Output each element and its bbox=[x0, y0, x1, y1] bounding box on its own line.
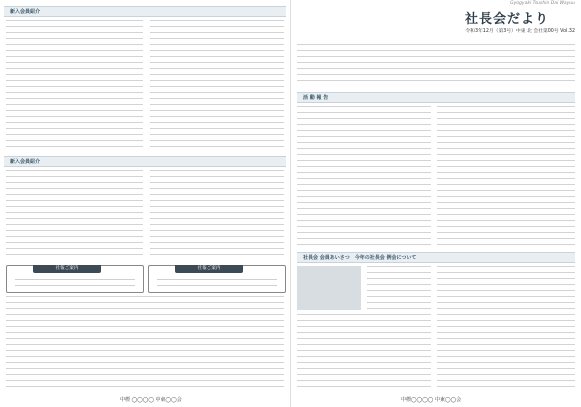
section-header bbox=[297, 92, 575, 103]
column-text bbox=[367, 266, 431, 310]
column-text bbox=[6, 170, 143, 260]
section-header bbox=[297, 252, 575, 263]
notice-title: 社報ご案内 bbox=[33, 265, 101, 273]
section-title: 新入会員紹介 bbox=[10, 9, 41, 15]
column-text bbox=[437, 106, 575, 246]
column-text bbox=[6, 296, 284, 388]
column-text bbox=[150, 170, 284, 260]
intro-text bbox=[297, 44, 575, 86]
section-header bbox=[4, 156, 286, 167]
masthead-meta: 令和3年12月（第3号）中東 北 会社第00号 Vol.32 bbox=[465, 29, 575, 34]
masthead-subtitle: Gyogyaki Tsushin Dai Wayuu bbox=[510, 1, 575, 6]
masthead-title: 社長会だより bbox=[464, 12, 549, 27]
notice-title: 社報ご案内 bbox=[175, 265, 243, 273]
section-title: 新入会員紹介 bbox=[10, 159, 41, 165]
page-footer: 中標 ◯◯◯◯ 中東◯◯会 bbox=[120, 397, 182, 403]
column-text bbox=[150, 20, 284, 150]
notice-box bbox=[148, 265, 286, 293]
column-text bbox=[437, 266, 575, 390]
notice-box bbox=[6, 265, 144, 293]
right-page bbox=[291, 0, 581, 407]
page-footer: 中標◯◯◯◯ 中東◯◯会 bbox=[401, 397, 462, 403]
column-text bbox=[297, 106, 431, 246]
column-text bbox=[297, 314, 431, 390]
column-text bbox=[6, 20, 143, 150]
section-title: 社長会 会員あいさつ 今年の社長会 例会について bbox=[303, 255, 417, 261]
section-title: 活 動 報 告 bbox=[303, 95, 329, 101]
photo bbox=[297, 266, 361, 310]
section-header bbox=[4, 6, 286, 17]
